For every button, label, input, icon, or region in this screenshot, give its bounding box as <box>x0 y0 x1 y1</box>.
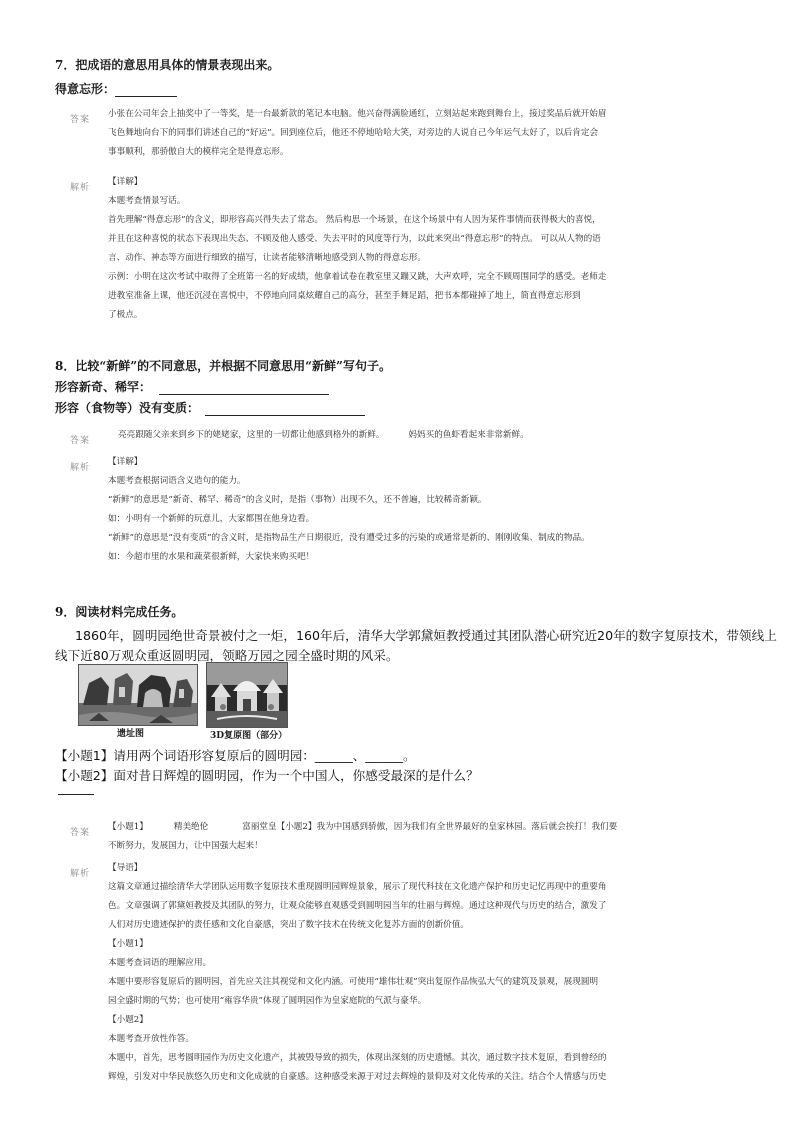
question-8-prompt-1 <box>55 378 329 395</box>
reconstruction-photo <box>206 662 288 728</box>
analysis-tag: 解析 <box>70 869 91 879</box>
question-8-answer <box>118 426 529 445</box>
analysis-line: 本题考查开放性作答。 <box>108 1034 194 1044</box>
ruins-caption: 遗址图 <box>117 729 145 739</box>
analysis-line: 如：小明有一个新鲜的玩意儿，大家都围在他身边看。 <box>108 514 315 524</box>
analysis-line: “新鲜”的意思是“没有变质”的含义时，是指物品生产日期很近，没有遭受过多的污染的或通常是新的、刚刚收集、制成的物品。 <box>108 533 590 543</box>
prompt-label: 形容新奇、稀罕： <box>55 380 152 394</box>
reconstruction-caption: 3D复原图（部分） <box>210 731 288 741</box>
ruins-illustration <box>79 665 197 725</box>
question-9-title: 9．阅读材料完成任务。 <box>55 605 184 619</box>
reading-line: 1860年，圆明园绝世奇景被付之一炬，160年后，清华大学郭黛姮教授通过其团队潜心研究近20年的数字复原技术，带领线上 <box>75 628 777 643</box>
analysis-line: 【小题2】 <box>108 1015 148 1025</box>
subquestion-1: 【小题1】请用两个词语形容复原后的圆明园：______、______。 <box>55 748 416 763</box>
analysis-line: 色。文章强调了郭黛姮教授及其团队的努力，让观众能够直观感受到圆明园当年的壮丽与辉煌。通过这种现代与历史的结合，激发了 <box>108 901 607 911</box>
answer-blank[interactable] <box>205 403 365 416</box>
analysis-line: 这篇文章通过描绘清华大学团队运用数字复原技术重现圆明园辉煌景象，展示了现代科技在文化遗产保护和历史记忆再现中的重要角 <box>108 882 607 892</box>
answer-line <box>108 818 617 837</box>
answer-part: 【小题1】 <box>108 822 148 832</box>
reconstruction-illustration <box>207 663 287 727</box>
answer-line: 事事顺利，那骄傲自大的模样完全是得意忘形。 <box>108 147 289 157</box>
question-7-title: 7．把成语的意思用具体的情景表现出来。 <box>55 58 280 72</box>
answer-part: 妈妈买的鱼虾看起来非常新鲜。 <box>408 430 529 440</box>
question-7-prompt <box>55 80 177 97</box>
answer-tag: 答案 <box>70 115 91 125</box>
answer-tag: 答案 <box>70 828 91 838</box>
analysis-line: 示例：小明在这次考试中取得了全班第一名的好成绩，他拿着试卷在教室里又蹦又跳，大声欢呼，完全不顾周围同学的感受。老师走 <box>108 272 607 282</box>
answer-part: 精美绝伦 <box>173 822 209 832</box>
answer-blank[interactable] <box>58 794 94 795</box>
analysis-line: “新鲜”的意思是“新奇、稀罕、稀奇”的含义时，是指（事物）出现不久，还不普遍，比较稀奇新颖。 <box>108 495 487 505</box>
analysis-line: 【小题1】 <box>108 939 148 949</box>
answer-blank[interactable] <box>115 84 177 97</box>
answer-line: 小张在公司年会上抽奖中了一等奖，是一台最新款的笔记本电脑。他兴奋得满脸通红，立刻站起来跑到舞台上，接过奖品后就开始眉 <box>108 109 607 119</box>
prompt-label: 形容（食物等）没有变质： <box>55 401 200 415</box>
question-8-title: 8．比较“新鲜”的不同意思，并根据不同意思用“新鲜”写句子。 <box>55 359 391 373</box>
analysis-line: 辉煌，引发对中华民族悠久历史和文化成就的自豪感。这种感受来源于对过去辉煌的景仰及对文化传承的关注。结合个人情感与历史 <box>108 1072 607 1082</box>
question-7-analysis <box>108 173 606 325</box>
analysis-line: 【详解】 <box>108 177 143 187</box>
answer-part: 亮亮跟随父亲来到乡下的姥姥家，这里的一切都让他感到格外的新鲜。 <box>118 430 385 440</box>
analysis-line: 园全盛时期的气势；也可使用“雍容华贵”体现了圆明园作为皇家庭院的气派与豪华。 <box>108 996 427 1006</box>
analysis-line: 如：今超市里的水果和蔬菜很新鲜，大家快来购买吧！ <box>108 552 315 562</box>
analysis-line: 【导语】 <box>108 863 143 873</box>
answer-line: 飞色舞地向台下的同事们讲述自己的“好运”。回到座位后，他还不停地哈哈大笑，对旁边的人说自己今年运气太好了，以后肯定会 <box>108 128 599 138</box>
answer-part: 富丽堂皇【小题2】我为中国感到骄傲，因为我们有全世界最好的皇家林园。落后就会挨打！我们要 <box>242 822 618 832</box>
analysis-line: 首先理解“得意忘形”的含义，即形容高兴得失去了常态。 然后构思一个场景，在这个场景中有人因为某件事情而获得极大的喜悦， <box>108 215 601 225</box>
analysis-line: 了极点。 <box>108 310 143 320</box>
question-7-answer <box>108 105 606 162</box>
analysis-line: 进教室准备上课，他还沉浸在喜悦中，不停地向同桌炫耀自己的高分，甚至手舞足蹈，把书本都碰掉了地上，简直得意忘形到 <box>108 291 581 301</box>
analysis-tag: 解析 <box>70 463 91 473</box>
answer-line: 不断努力，发展国力，让中国强大起来！ <box>108 841 263 851</box>
analysis-line: 本题考查情景写话。 <box>108 196 186 206</box>
prompt-label: 得意忘形： <box>55 82 116 96</box>
answer-blank[interactable] <box>159 382 329 395</box>
question-8-analysis <box>108 453 590 567</box>
analysis-line: 本题中要形容复原后的圆明园，首先应关注其视觉和文化内涵。可使用“雄伟壮观”突出复原作品恢弘大气的建筑及景观，展现圆明 <box>108 977 599 987</box>
subquestion-2: 【小题2】面对昔日辉煌的圆明园，作为一个中国人，你感受最深的是什么？ <box>55 768 479 783</box>
analysis-line: 本题考查词语的理解应用。 <box>108 958 212 968</box>
analysis-line: 本题中，首先，思考圆明园作为历史文化遗产，其被毁导致的损失，体现出深刻的历史遗憾。其次，通过数字技术复原，看到曾经的 <box>108 1053 607 1063</box>
answer-tag: 答案 <box>70 436 91 446</box>
analysis-line: 【详解】 <box>108 457 143 467</box>
question-9-analysis <box>108 859 606 1087</box>
ruins-photo <box>78 664 198 726</box>
analysis-line: 人们对历史遗迹保护的责任感和文化自豪感，突出了数字技术在传统文化复苏方面的创新价值。 <box>108 920 469 930</box>
analysis-line: 并且在这种喜悦的状态下表现出失态、不顾及他人感受、失去平时的风度等行为，以此来突出“得意忘形”的特点。 可以从人物的语 <box>108 234 601 244</box>
question-8-prompt-2 <box>55 399 365 416</box>
analysis-tag: 解析 <box>70 183 91 193</box>
analysis-line: 言、动作、神态等方面进行细致的描写，让读者能够清晰地感受到人物的得意忘形。 <box>108 253 426 263</box>
question-9-answer <box>108 818 617 856</box>
reading-line: 线下近80万观众重返圆明园，领略万园之园全盛时期的风采。 <box>55 648 399 663</box>
analysis-line: 本题考查根据词语含义造句的能力。 <box>108 476 246 486</box>
